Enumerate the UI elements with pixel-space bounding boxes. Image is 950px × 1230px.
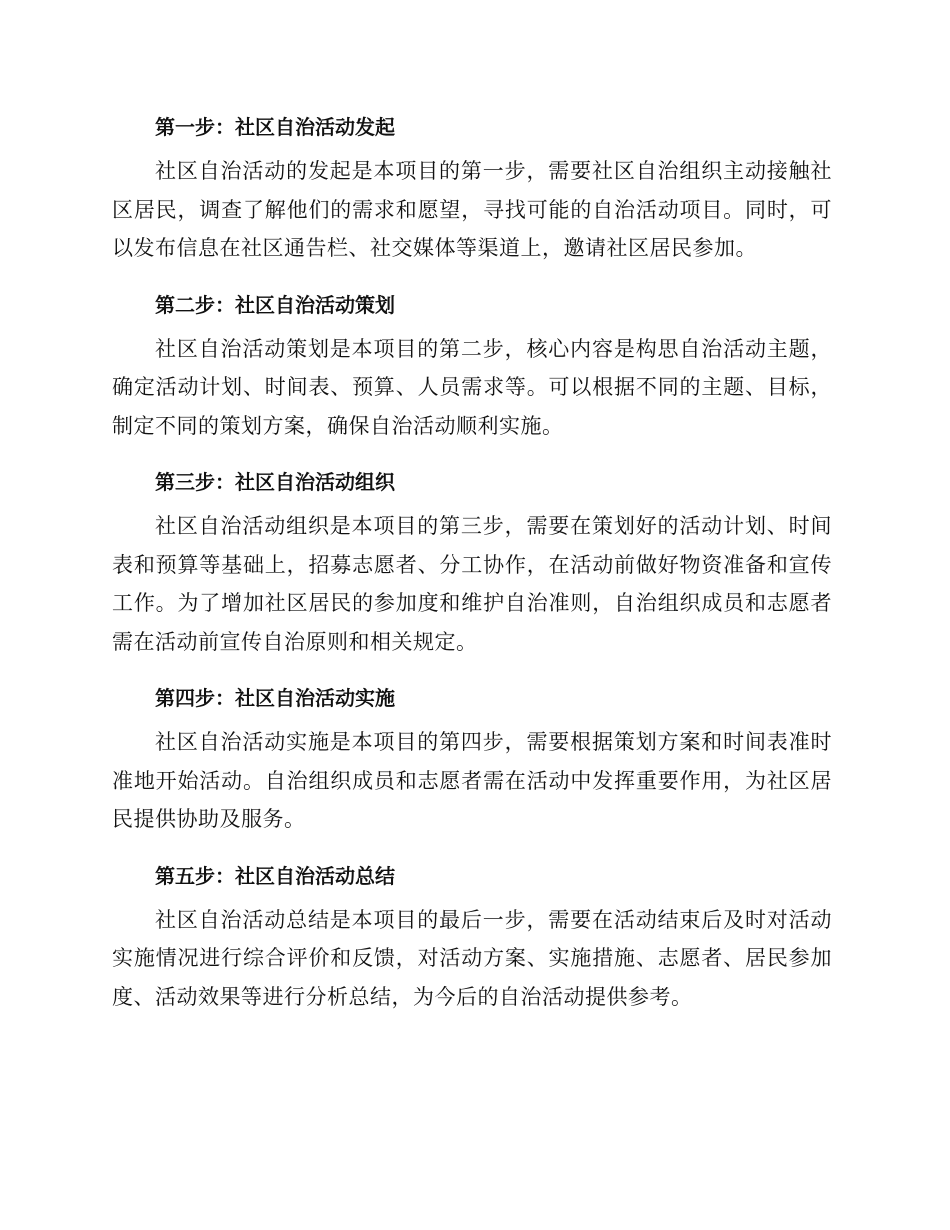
section-heading-1: 第一步：社区自治活动发起: [155, 115, 395, 139]
document-body: [112, 108, 832, 1034]
section-heading-4: 第四步：社区自治活动实施: [155, 686, 395, 710]
section-paragraph-2: 社区自治活动策划是本项目的第二步，核心内容是构思自治活动主题，确定活动计划、时间表、预算、人员需求等。可以根据不同的主题、目标，制定不同的策划方案，确保自治活动顺利实施。: [112, 336, 832, 438]
section-heading-3: 第三步：社区自治活动组织: [155, 470, 395, 494]
section-paragraph-4: 社区自治活动实施是本项目的第四步，需要根据策划方案和时间表准时准地开始活动。自治组织成员和志愿者需在活动中发挥重要作用，为社区居民提供协助及服务。: [112, 730, 832, 831]
section-heading-2: 第二步：社区自治活动策划: [155, 292, 395, 317]
section-paragraph-5: 社区自治活动总结是本项目的最后一步，需要在活动结束后及时对活动实施情况进行综合评价和反馈，对活动方案、实施措施、志愿者、居民参加度、活动效果等进行分析总结，为今后的自治活动提供参考。: [112, 907, 832, 1009]
section-paragraph-1: 社区自治活动的发起是本项目的第一步，需要社区自治组织主动接触社区居民，调查了解他们的需求和愿望，寻找可能的自治活动项目。同时，可以发布信息在社区通告栏、社交媒体等渠道上，邀请社区居民参加。: [112, 159, 832, 260]
section-heading-5: 第五步：社区自治活动总结: [155, 863, 395, 888]
section-paragraph-3: 社区自治活动组织是本项目的第三步，需要在策划好的活动计划、时间表和预算等基础上，招募志愿者、分工协作，在活动前做好物资准备和宣传工作。为了增加社区居民的参加度和维护自治准则，自治组织成员和志愿者需在活动前宣传自治原则和相关规定。: [112, 514, 832, 654]
